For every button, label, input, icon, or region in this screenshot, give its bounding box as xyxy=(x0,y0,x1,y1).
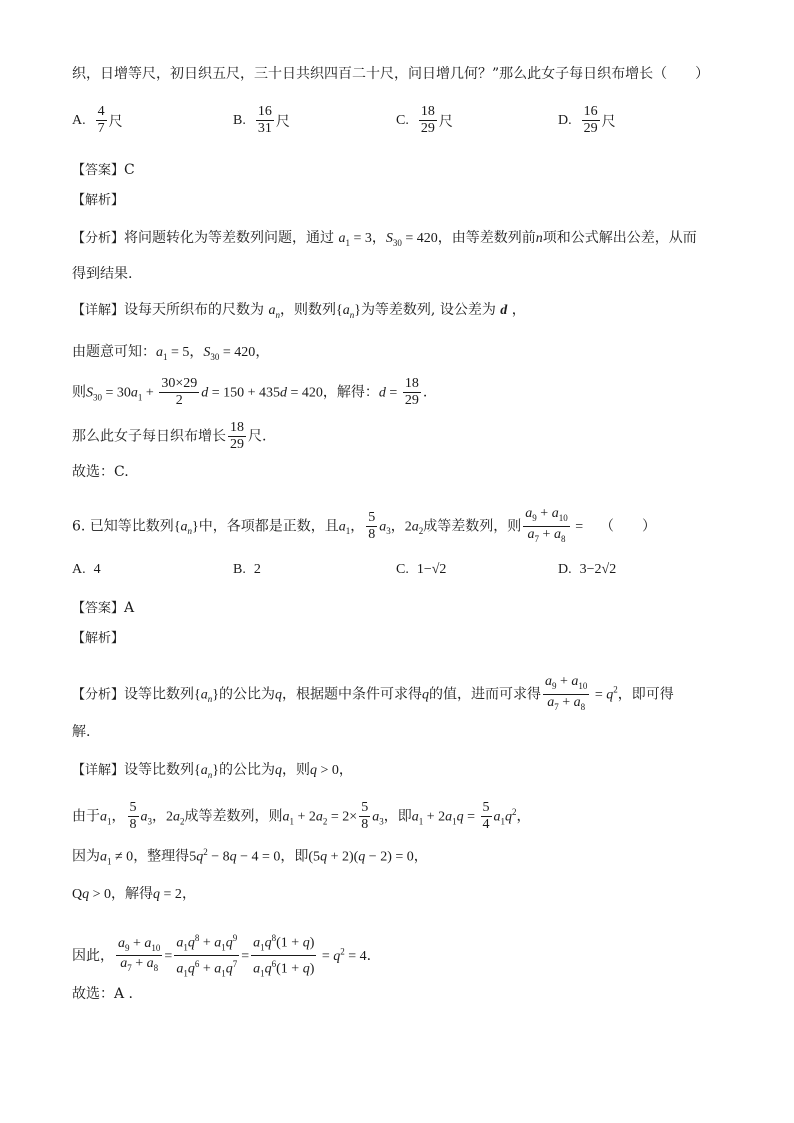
q5-option-b: B. $\frac{16}{31}$ 尺 xyxy=(233,104,290,136)
q6-analysis-tag: 【解析】 xyxy=(72,631,125,646)
q6-detail-line3: 因为$a_1 \ne 0$，整理得$5q^2 - 8q - 4 = 0$，即(5q + 2)(q − 2) = 0， xyxy=(72,847,428,867)
q5-option-d: D. $\frac{16}{29}$ 尺 xyxy=(558,104,616,136)
q6-option-c: C. 1−√2 xyxy=(396,562,447,577)
q6-detail-line2: 由于$a_1$， $\frac{5}{8}$ $a_3$，$2a_2$成等差数列，则$a_1 + 2a_2 = 2\times$ $\frac{5}{8}$ $a_3$，即$a_1 + 2a_1q$ = $\frac{5}{4}$ $a_1q^2$， xyxy=(72,800,531,832)
q5-detail-line1: 【详解】设每天所织布的尺数为 $a_n$，则数列$\{a_n\}$为等差数列, 设公差为 d ， xyxy=(72,302,526,320)
q6-detail-conclusion: 故选：A . xyxy=(72,986,134,1002)
q6-option-d: D. 3−2√2 xyxy=(558,562,617,577)
q5-fenxi-line1: 【分析】将问题转化为等差数列问题，通过 $a_1 = 3$，$S_{30} = 420$，由等差数列前n项和公式解出公差，从而 xyxy=(72,230,697,248)
q6-fenxi-line1: 【分析】设等比数列$\{a_n\}$的公比为q，根据题中条件可求得q的值，进而可求得 $\frac{a_9 + a_{10}}{a_7 + a_8}$ = $q^2$，即可得 xyxy=(72,674,674,712)
q6-detail-line4: Qq > 0，解得q = 2， xyxy=(72,886,196,902)
q5-analysis-tag: 【解析】 xyxy=(72,193,125,208)
q6-option-b: B. 2 xyxy=(233,562,261,577)
question-6-stem: 6. 已知等比数列$\{a_n\}$中，各项都是正数，且$a_1$， $\frac{5}{8}$ $a_3$，$2a_2$成等差数列，则 $\frac{a_9 + a_{10}}{a_7 + a_8}$ = （ ） xyxy=(72,506,656,544)
q6-detail-line1: 【详解】设等比数列$\{a_n\}$的公比为q，则q > 0， xyxy=(72,762,353,780)
q6-option-a: A. 4 xyxy=(72,562,101,577)
q5-detail-line2: 由题意可知：$a_1 = 5$，$S_{30} = 420$， xyxy=(72,344,270,362)
question-5-intro: 织，日增等尺，初日织五尺，三十日共织四百二十尺，问日增几何？”那么此女子每日织布增长（ ） xyxy=(72,66,710,82)
q5-answer: 【答案】C xyxy=(72,162,135,178)
q6-answer: 【答案】A xyxy=(72,600,135,616)
q5-detail-line3: 则$S_{30} = 30a_1$ + $\frac{30\times 29}{2}$ d = 150 + 435d = 420，解得：d = $\frac{18}{29}$ . xyxy=(72,376,428,408)
q5-fenxi-line2: 得到结果. xyxy=(72,266,133,282)
q5-detail-line4: 那么此女子每日织布增长 $\frac{18}{29}$ 尺. xyxy=(72,420,267,452)
q5-option-a: A. $\frac{4}{7}$ 尺 xyxy=(72,104,123,136)
q5-option-c: C. $\frac{18}{29}$ 尺 xyxy=(396,104,453,136)
q6-detail-line5: 因此， $\frac{a_9 + a_{10}}{a_7 + a_8}$ = $\frac{a_1q^8 + a_1q^9}{a_1q^6 + a_1q^7}$ = $\frac{a_1q^8(1 + q)}{a_1q^6(1 + q)}$ = $q^2 = 4$. xyxy=(72,930,371,982)
q6-fenxi-line2: 解. xyxy=(72,724,91,740)
q5-detail-conclusion: 故选：C. xyxy=(72,464,129,480)
